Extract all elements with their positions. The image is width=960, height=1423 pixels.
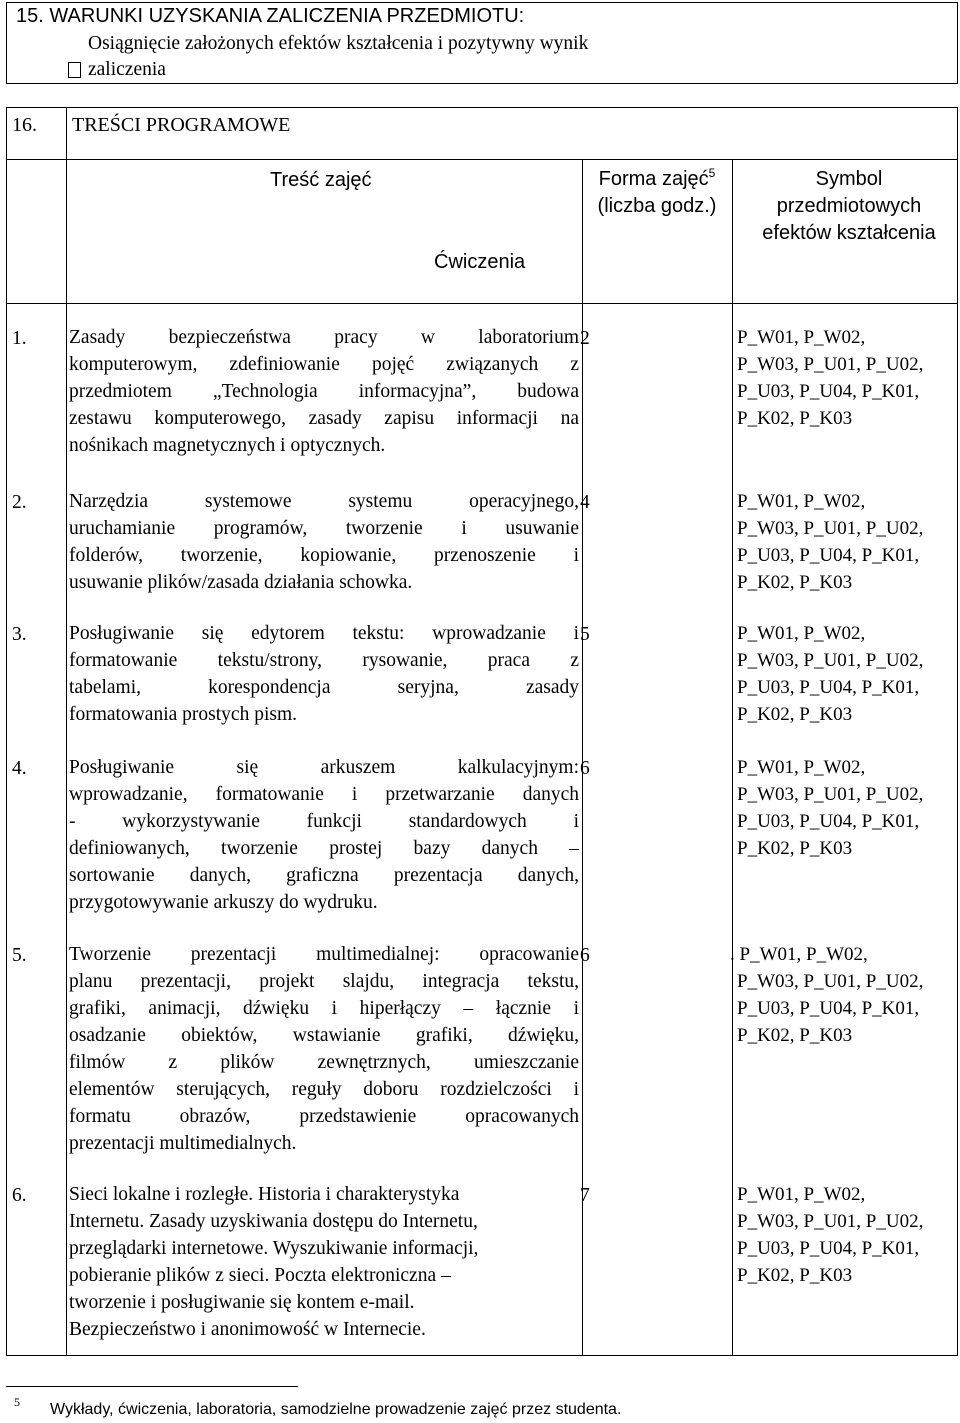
bullet-placeholder-glyph	[68, 62, 81, 78]
row-symbol-line: P_U03, P_U04, P_K01,	[737, 1238, 920, 1259]
row-symbol-line: P_W01, P_W02,	[737, 327, 866, 348]
row-content-line: folderów, tworzenie, kopiowanie, przenoszenie i	[69, 545, 579, 566]
row-symbol-line: P_K02, P_K03	[737, 704, 853, 725]
row-content-line: zestawu komputerowego, zasady zapisu informacji na	[69, 408, 579, 429]
row-symbol-line: P_U03, P_U04, P_K01,	[737, 677, 920, 698]
row-number: 1.	[12, 328, 27, 349]
section-16-table	[6, 107, 958, 1356]
row-hours: 7	[580, 1185, 590, 1206]
row-symbol-line: . P_W01, P_W02,	[730, 944, 868, 965]
row-symbol-line: P_K02, P_K03	[737, 572, 853, 593]
row-content-line: formatu obrazów, przedstawienie opracowanych	[69, 1106, 579, 1127]
section-15-title: 15. WARUNKI UZYSKANIA ZALICZENIA PRZEDMIOTU:	[16, 5, 525, 27]
row-content-line: usuwanie plików/zasada działania schowka.	[69, 572, 413, 593]
row-content-line: planu prezentacji, projekt slajdu, integracja tekstu,	[69, 971, 579, 992]
row-symbol-line: P_W01, P_W02,	[737, 1184, 866, 1205]
row-symbol-line: P_W03, P_U01, P_U02,	[737, 650, 924, 671]
row-hours: 2	[580, 328, 590, 349]
footnote-separator	[6, 1386, 298, 1387]
header-symbol-line1: Symbol	[815, 168, 883, 190]
section-16-title: TREŚCI PROGRAMOWE	[72, 114, 291, 136]
row-content-line: prezentacji multimedialnych.	[69, 1133, 297, 1154]
row-content-line: grafiki, animacji, dźwięku i hiperłączy – łącznie i	[69, 998, 579, 1019]
row-content-line: komputerowym, zdefiniowanie pojęć związanych z	[69, 354, 579, 375]
row-symbol-line: P_U03, P_U04, P_K01,	[737, 545, 920, 566]
row-hours: 4	[580, 492, 590, 513]
header-symbol-line2: przedmiotowych	[776, 195, 922, 217]
row-symbol-line: P_U03, P_U04, P_K01,	[737, 998, 920, 1019]
row-content-line: Sieci lokalne i rozległe. Historia i charakterystyka	[69, 1184, 460, 1205]
footnote-mark: 5	[14, 1395, 20, 1409]
row-content-line: uruchamianie programów, tworzenie i usuwanie	[69, 518, 579, 539]
row-content-line: formatowania prostych pism.	[69, 704, 297, 725]
row-content-line: elementów sterujących, reguły doboru rozdzielczości i	[69, 1079, 579, 1100]
row-symbol-line: P_K02, P_K03	[737, 408, 853, 429]
row-content-line: formatowanie tekstu/strony, rysowanie, praca z	[69, 650, 579, 671]
header-content: Treść zajęć	[270, 169, 372, 191]
row-hours: 6	[580, 945, 590, 966]
row-symbol-line: P_U03, P_U04, P_K01,	[737, 811, 920, 832]
footnote-text: Wykłady, ćwiczenia, laboratoria, samodzielne prowadzenie zajęć przez studenta.	[50, 1401, 622, 1418]
row-content-line: tworzenie i posługiwanie się kontem e-mail.	[69, 1292, 415, 1313]
row-hours: 5	[580, 624, 590, 645]
header-symbol	[742, 166, 956, 247]
header-form	[582, 166, 732, 220]
col-divider-number	[66, 107, 67, 1356]
row-symbol-line: P_W03, P_U01, P_U02,	[737, 971, 924, 992]
row-number: 5.	[12, 945, 27, 966]
row-content-line: Zasady bezpieczeństwa pracy w laboratorium	[69, 327, 579, 348]
row-symbol-line: P_W03, P_U01, P_U02,	[737, 1211, 924, 1232]
section-15-text-line1: Osiągnięcie założonych efektów kształcenia i pozytywny wynik	[88, 33, 589, 54]
header-subheader: Ćwiczenia	[434, 251, 526, 273]
row-symbol-line: P_K02, P_K03	[737, 838, 853, 859]
row-symbol-line: P_K02, P_K03	[737, 1025, 853, 1046]
row-content-line: Bezpieczeństwo i anonimowość w Internecie.	[69, 1319, 426, 1340]
row-number: 3.	[12, 624, 27, 645]
row-content-line: Posługiwanie się edytorem tekstu: wprowadzanie i	[69, 623, 579, 644]
row-content-line: tabelami, korespondencja seryjna, zasady	[69, 677, 579, 698]
row-content-line: definiowanych, tworzenie prostej bazy danych –	[69, 838, 579, 859]
table-header-divider	[6, 159, 958, 160]
row-content-line: wprowadzanie, formatowanie i przetwarzanie danych	[69, 784, 579, 805]
row-hours: 6	[580, 758, 590, 779]
row-number: 6.	[12, 1185, 27, 1206]
row-content-line: Internetu. Zasady uzyskiwania dostępu do Internetu,	[69, 1211, 478, 1232]
row-symbol-line: P_W03, P_U01, P_U02,	[737, 354, 924, 375]
header-form-line1: Forma zajęć	[598, 168, 709, 190]
row-content-line: pobieranie plików z sieci. Poczta elektroniczna –	[69, 1265, 451, 1286]
row-content-line: osadzanie obiektów, wstawianie grafiki, dźwięku,	[69, 1025, 579, 1046]
header-form-footnote-mark: 5	[708, 166, 716, 180]
row-content-line: przygotowywanie arkuszy do wydruku.	[69, 892, 378, 913]
section-15-text-line2: zaliczenia	[88, 59, 166, 80]
row-symbol-line: P_W03, P_U01, P_U02,	[737, 784, 924, 805]
row-content-line: filmów z plików zewnętrznych, umieszczanie	[69, 1052, 579, 1073]
row-content-line: Posługiwanie się arkuszem kalkulacyjnym:	[69, 757, 579, 778]
row-symbol-line: P_W01, P_W02,	[737, 623, 866, 644]
row-content-line: przedmiotem „Technologia informacyjna”, budowa	[69, 381, 579, 402]
section-16-number: 16.	[12, 114, 37, 136]
header-form-line2: (liczba godz.)	[597, 195, 717, 217]
header-body-divider	[6, 303, 958, 304]
row-content-line: - wykorzystywanie funkcji standardowych i	[69, 811, 579, 832]
row-symbol-line: P_U03, P_U04, P_K01,	[737, 381, 920, 402]
row-content-line: nośnikach magnetycznych i optycznych.	[69, 435, 386, 456]
header-symbol-line3: efektów kształcenia	[762, 222, 936, 244]
row-symbol-line: P_W01, P_W02,	[737, 491, 866, 512]
row-number: 2.	[12, 492, 27, 513]
row-number: 4.	[12, 758, 27, 779]
row-content-line: Narzędzia systemowe systemu operacyjnego,	[69, 491, 579, 512]
row-symbol-line: P_W03, P_U01, P_U02,	[737, 518, 924, 539]
row-content-line: przeglądarki internetowe. Wyszukiwanie informacji,	[69, 1238, 479, 1259]
row-content-line: Tworzenie prezentacji multimedialnej: opracowanie	[69, 944, 579, 965]
row-content-line: sortowanie danych, graficzna prezentacja danych,	[69, 865, 579, 886]
row-symbol-line: P_K02, P_K03	[737, 1265, 853, 1286]
col-divider-symbol	[732, 159, 733, 1356]
row-symbol-line: P_W01, P_W02,	[737, 757, 866, 778]
